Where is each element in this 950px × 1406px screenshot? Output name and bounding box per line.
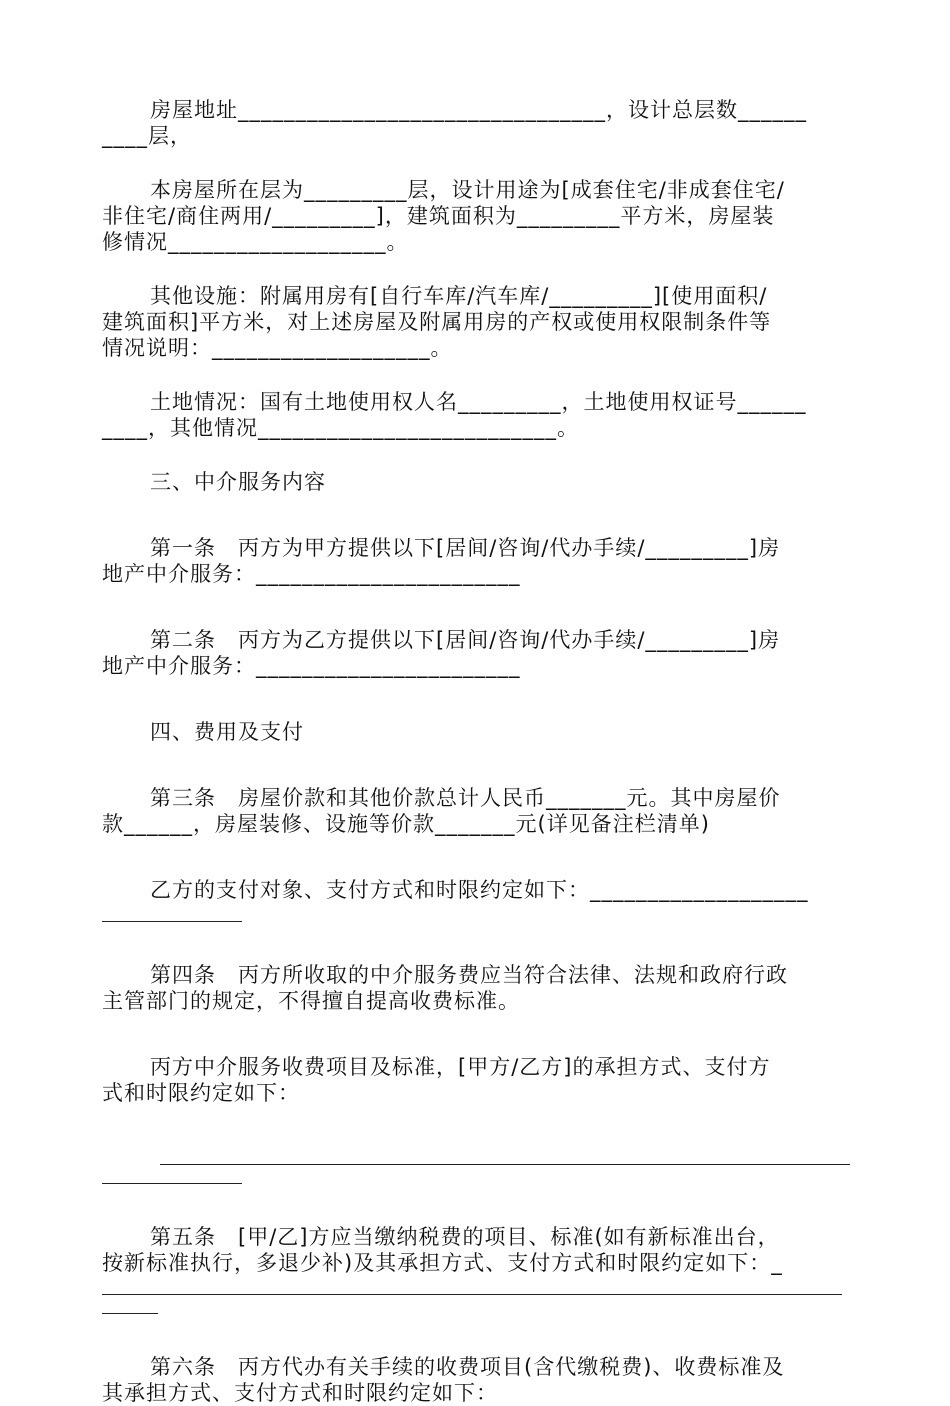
text-line: [102, 1054, 850, 1080]
text-line: [102, 962, 850, 988]
text-line: 按新标准执行，多退少补)及其承担方式、支付方式和时限约定如下：_: [102, 1251, 783, 1275]
fee-blank: [102, 1146, 850, 1184]
text-line: 修情况___________________。: [102, 230, 409, 254]
text-span: 第三条 房屋价款和其他价款总计人民币_______元。其中房屋价: [150, 786, 781, 810]
text-line: ____，其他情况__________________________。: [102, 416, 579, 440]
section-heading-3: [102, 469, 850, 495]
blank-rule: [102, 1276, 842, 1295]
text-line: [102, 283, 850, 309]
text-line: 非住宅/商住两用/_________]，建筑面积为_________平方米，房屋装: [102, 204, 775, 228]
text-line: [102, 1224, 850, 1250]
text-line: [102, 877, 850, 903]
article-1: [102, 535, 850, 587]
payment-terms: [102, 877, 850, 922]
text-span: 第二条 丙方为乙方提供以下[居间/咨询/代办手续/_________]房: [150, 628, 781, 652]
paragraph-floor-usage: [102, 177, 850, 255]
text-span: 第五条 [甲/乙]方应当缴纳税费的项目、标准(如有新标准出台，: [150, 1225, 780, 1249]
text-line: 式和时限约定如下：: [102, 1081, 300, 1105]
text-span: 四、费用及支付: [150, 720, 304, 744]
blank-rule: [102, 1295, 158, 1314]
article-2: [102, 627, 850, 679]
blank-rule: [160, 1146, 850, 1165]
text-line: 主管部门的规定，不得擅自提高收费标准。: [102, 989, 520, 1013]
text-line: 情况说明：___________________。: [102, 336, 453, 360]
article-3: [102, 785, 850, 837]
text-line: [102, 469, 850, 495]
text-span: 第四条 丙方所收取的中介服务费应当符合法律、法规和政府行政: [150, 963, 788, 987]
text-line: [102, 97, 850, 123]
text-line: [102, 177, 850, 203]
text-line: 地产中介服务：_______________________: [102, 562, 521, 586]
text-line: [102, 719, 850, 745]
text-line: 款______，房屋装修、设施等价款_______元(详见备注栏清单): [102, 812, 710, 836]
text-span: 本房屋所在层为_________层，设计用途为[成套住宅/非成套住宅/: [150, 178, 785, 202]
text-line: ____层，: [102, 124, 192, 148]
text-span: 其他设施：附属用房有[自行车库/汽车库/_________][使用面积/: [150, 284, 768, 308]
article-6: [102, 1354, 850, 1406]
paragraph-land: [102, 389, 850, 441]
blank-rule: [102, 1165, 242, 1184]
text-span: 第一条 丙方为甲方提供以下[居间/咨询/代办手续/_________]房: [150, 536, 781, 560]
text-line: [102, 535, 850, 561]
text-span: 第六条 丙方代办有关手续的收费项目(含代缴税费)、收费标准及: [150, 1355, 785, 1379]
text-span: 土地情况：国有土地使用权人名_________，土地使用权证号______: [150, 390, 807, 414]
fee-terms: [102, 1054, 850, 1106]
text-span: 房屋地址________________________________，设计总层数______: [150, 98, 807, 122]
paragraph-other-facilities: [102, 283, 850, 361]
text-line: [102, 785, 850, 811]
text-span: 丙方中介服务收费项目及标准，[甲方/乙方]的承担方式、支付方: [150, 1055, 771, 1079]
text-line: 其承担方式、支付方式和时限约定如下：: [102, 1381, 498, 1405]
text-line: [102, 627, 850, 653]
text-span: 三、中介服务内容: [150, 470, 326, 494]
blank-rule: [102, 903, 242, 922]
text-line: 建筑面积]平方米，对上述房屋及附属用房的产权或使用权限制条件等: [102, 310, 772, 334]
section-heading-4: [102, 719, 850, 745]
text-line: [102, 389, 850, 415]
text-span: 乙方的支付对象、支付方式和时限约定如下：___________________: [150, 878, 809, 902]
paragraph-house-address: [102, 97, 850, 149]
text-line: 地产中介服务：_______________________: [102, 654, 521, 678]
article-4: [102, 962, 850, 1014]
article-5: [102, 1224, 850, 1314]
text-line: [102, 1354, 850, 1380]
